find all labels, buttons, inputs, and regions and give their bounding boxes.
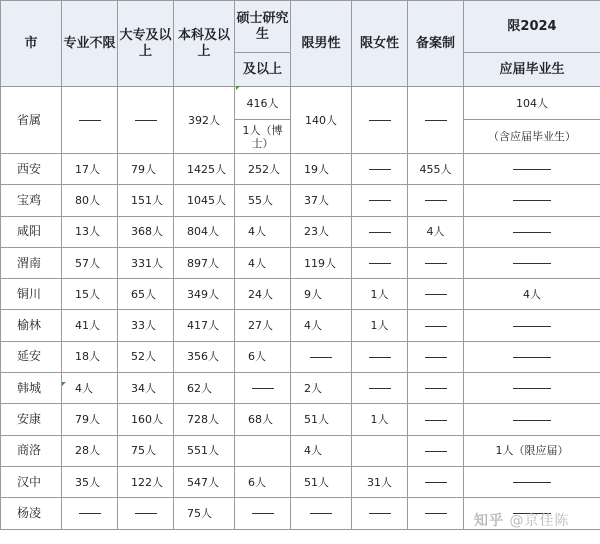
value-cell: 80人 <box>62 185 118 216</box>
table-row <box>1 373 600 404</box>
value-cell: 24人 <box>235 279 291 310</box>
value-cell: 804人 <box>174 216 235 247</box>
dash-cell <box>352 154 408 185</box>
dash-mark <box>369 388 391 389</box>
dash-mark <box>369 200 391 201</box>
value-cell: 4人 <box>464 279 600 310</box>
dash-mark <box>425 420 447 421</box>
value-cell: 18人 <box>62 341 118 372</box>
value-cell: 55人 <box>235 185 291 216</box>
value-cell: 41人 <box>62 310 118 341</box>
dash-cell <box>62 498 118 529</box>
dash-mark <box>425 326 447 327</box>
dash-cell <box>408 87 464 154</box>
value-cell: 33人 <box>118 310 174 341</box>
value-cell: 23人 <box>291 216 352 247</box>
dash-mark <box>425 357 447 358</box>
watermark-logo: 知乎 <box>474 513 504 529</box>
dash-mark <box>425 451 447 452</box>
value-cell: 52人 <box>118 341 174 372</box>
value-cell: 4人 <box>291 435 352 466</box>
dash-cell <box>352 185 408 216</box>
header-bachelor: 本科及以上 <box>174 1 235 87</box>
dash-mark <box>425 120 447 121</box>
dash-mark <box>425 294 447 295</box>
dash-cell <box>235 498 291 529</box>
value-cell: 140人 <box>291 87 352 154</box>
dash-mark <box>513 200 551 201</box>
value-cell: 6人 <box>235 341 291 372</box>
dash-cell <box>408 435 464 466</box>
dash-cell <box>118 498 174 529</box>
dash-cell <box>408 373 464 404</box>
dash-mark <box>135 120 157 121</box>
city-cell: 铜川 <box>1 279 62 310</box>
dash-cell <box>408 279 464 310</box>
dash-mark <box>369 263 391 264</box>
watermark <box>474 510 569 530</box>
value-cell: 1425人 <box>174 154 235 185</box>
dash-mark <box>513 357 551 358</box>
header-junior-college: 大专及以上 <box>118 1 174 87</box>
dash-mark <box>310 357 332 358</box>
value-cell: 4人 <box>408 216 464 247</box>
table-row <box>1 435 600 466</box>
city-cell: 商洛 <box>1 435 62 466</box>
city-cell: 省属 <box>1 87 62 154</box>
dash-mark <box>369 357 391 358</box>
value-cell: 4人 <box>235 216 291 247</box>
dash-cell <box>464 216 600 247</box>
dash-cell <box>235 373 291 404</box>
dash-mark <box>513 388 551 389</box>
dash-mark <box>513 326 551 327</box>
header-female-only: 限女性 <box>352 1 408 87</box>
corner-marker <box>62 382 66 386</box>
table-row <box>1 310 600 341</box>
value-cell: 15人 <box>62 279 118 310</box>
value-cell: 331人 <box>118 247 174 278</box>
header-limit-2024: 限2024 <box>464 1 600 53</box>
dash-cell <box>408 185 464 216</box>
watermark-author: @京佳陈 <box>509 513 570 529</box>
dash-cell <box>118 87 174 154</box>
dash-cell <box>408 341 464 372</box>
header-master-top: 硕士研究生 <box>235 1 291 53</box>
value-cell: 79人 <box>62 404 118 435</box>
dash-cell <box>291 341 352 372</box>
city-cell: 西安 <box>1 154 62 185</box>
dash-mark <box>425 388 447 389</box>
dash-cell <box>408 498 464 529</box>
table-row <box>1 247 600 278</box>
dash-mark <box>425 200 447 201</box>
value-cell: 35人 <box>62 466 118 497</box>
value-cell: 1人（博士） <box>235 120 291 154</box>
table-row <box>1 279 600 310</box>
dash-cell <box>464 404 600 435</box>
value-cell: 122人 <box>118 466 174 497</box>
city-cell: 延安 <box>1 341 62 372</box>
value-cell: 416人 <box>235 87 291 120</box>
dash-mark <box>513 169 551 170</box>
dash-mark <box>425 482 447 483</box>
dash-mark <box>252 513 274 514</box>
value-cell <box>235 435 291 466</box>
header-male-only: 限男性 <box>291 1 352 87</box>
dash-cell <box>352 247 408 278</box>
value-cell: 34人 <box>118 373 174 404</box>
dash-cell <box>352 341 408 372</box>
value-cell: 368人 <box>118 216 174 247</box>
value-cell: 28人 <box>62 435 118 466</box>
value-cell: 62人 <box>174 373 235 404</box>
value-cell: 1人 <box>352 279 408 310</box>
dash-mark <box>252 388 274 389</box>
table-row <box>1 216 600 247</box>
value-cell: 37人 <box>291 185 352 216</box>
dash-mark <box>369 513 391 514</box>
value-cell: 4人 <box>235 247 291 278</box>
value-cell: 75人 <box>118 435 174 466</box>
value-cell: 79人 <box>118 154 174 185</box>
dash-cell <box>352 216 408 247</box>
header-no-major: 专业不限 <box>62 1 118 87</box>
value-cell: 19人 <box>291 154 352 185</box>
value-cell: 51人 <box>291 404 352 435</box>
value-cell: 68人 <box>235 404 291 435</box>
dash-mark <box>425 513 447 514</box>
table-row <box>1 154 600 185</box>
dash-mark <box>79 513 101 514</box>
value-cell: 75人 <box>174 498 235 529</box>
value-cell: 27人 <box>235 310 291 341</box>
value-cell: 151人 <box>118 185 174 216</box>
city-cell: 韩城 <box>1 373 62 404</box>
dash-mark <box>369 120 391 121</box>
value-cell: 455人 <box>408 154 464 185</box>
value-cell: 1045人 <box>174 185 235 216</box>
value-cell: 2人 <box>291 373 352 404</box>
dash-cell <box>408 247 464 278</box>
dash-cell <box>464 247 600 278</box>
dash-mark <box>79 120 101 121</box>
city-cell: 宝鸡 <box>1 185 62 216</box>
value-cell: 1人 <box>352 310 408 341</box>
value-cell: 9人 <box>291 279 352 310</box>
dash-cell <box>352 87 408 154</box>
dash-mark <box>369 169 391 170</box>
dash-cell <box>62 87 118 154</box>
city-cell: 安康 <box>1 404 62 435</box>
dash-mark <box>369 232 391 233</box>
value-cell: 160人 <box>118 404 174 435</box>
table-row <box>1 466 600 497</box>
value-cell: 547人 <box>174 466 235 497</box>
value-cell: 1人 <box>352 404 408 435</box>
dash-mark <box>425 263 447 264</box>
table-row <box>1 185 600 216</box>
value-cell: 356人 <box>174 341 235 372</box>
value-cell: 104人 <box>464 87 600 120</box>
value-cell: （含应届毕业生） <box>464 120 600 154</box>
value-cell: 6人 <box>235 466 291 497</box>
table-row <box>1 341 600 372</box>
dash-mark <box>513 232 551 233</box>
dash-mark <box>513 482 551 483</box>
value-cell <box>352 435 408 466</box>
value-cell: 17人 <box>62 154 118 185</box>
value-cell: 897人 <box>174 247 235 278</box>
value-cell: 51人 <box>291 466 352 497</box>
value-cell: 349人 <box>174 279 235 310</box>
value-cell: 13人 <box>62 216 118 247</box>
dash-cell <box>408 310 464 341</box>
dash-mark <box>513 263 551 264</box>
header-master-bottom: 及以上 <box>235 53 291 87</box>
header-graduates: 应届毕业生 <box>464 53 600 87</box>
city-cell: 咸阳 <box>1 216 62 247</box>
city-cell: 杨凌 <box>1 498 62 529</box>
value-cell: 31人 <box>352 466 408 497</box>
dash-cell <box>464 341 600 372</box>
dash-cell <box>352 373 408 404</box>
dash-cell <box>464 373 600 404</box>
value-cell: 252人 <box>235 154 291 185</box>
dash-mark <box>135 513 157 514</box>
value-cell: 417人 <box>174 310 235 341</box>
corner-marker <box>236 86 240 90</box>
value-cell: 4人 <box>291 310 352 341</box>
value-cell: 4人 <box>62 373 118 404</box>
header-city: 市 <box>1 1 62 87</box>
table-row <box>1 404 600 435</box>
value-cell: 728人 <box>174 404 235 435</box>
city-cell: 汉中 <box>1 466 62 497</box>
value-cell: 551人 <box>174 435 235 466</box>
dash-cell <box>464 466 600 497</box>
dash-cell <box>464 154 600 185</box>
dash-cell <box>464 185 600 216</box>
value-cell: 1人（限应届） <box>464 435 600 466</box>
value-cell: 57人 <box>62 247 118 278</box>
value-cell: 65人 <box>118 279 174 310</box>
dash-cell <box>464 310 600 341</box>
dash-cell <box>291 498 352 529</box>
city-cell: 渭南 <box>1 247 62 278</box>
dash-cell <box>408 404 464 435</box>
header-filing: 备案制 <box>408 1 464 87</box>
value-cell: 392人 <box>174 87 235 154</box>
dash-cell <box>352 498 408 529</box>
dash-cell <box>408 466 464 497</box>
city-cell: 榆林 <box>1 310 62 341</box>
dash-mark <box>513 420 551 421</box>
value-cell: 119人 <box>291 247 352 278</box>
dash-mark <box>310 513 332 514</box>
